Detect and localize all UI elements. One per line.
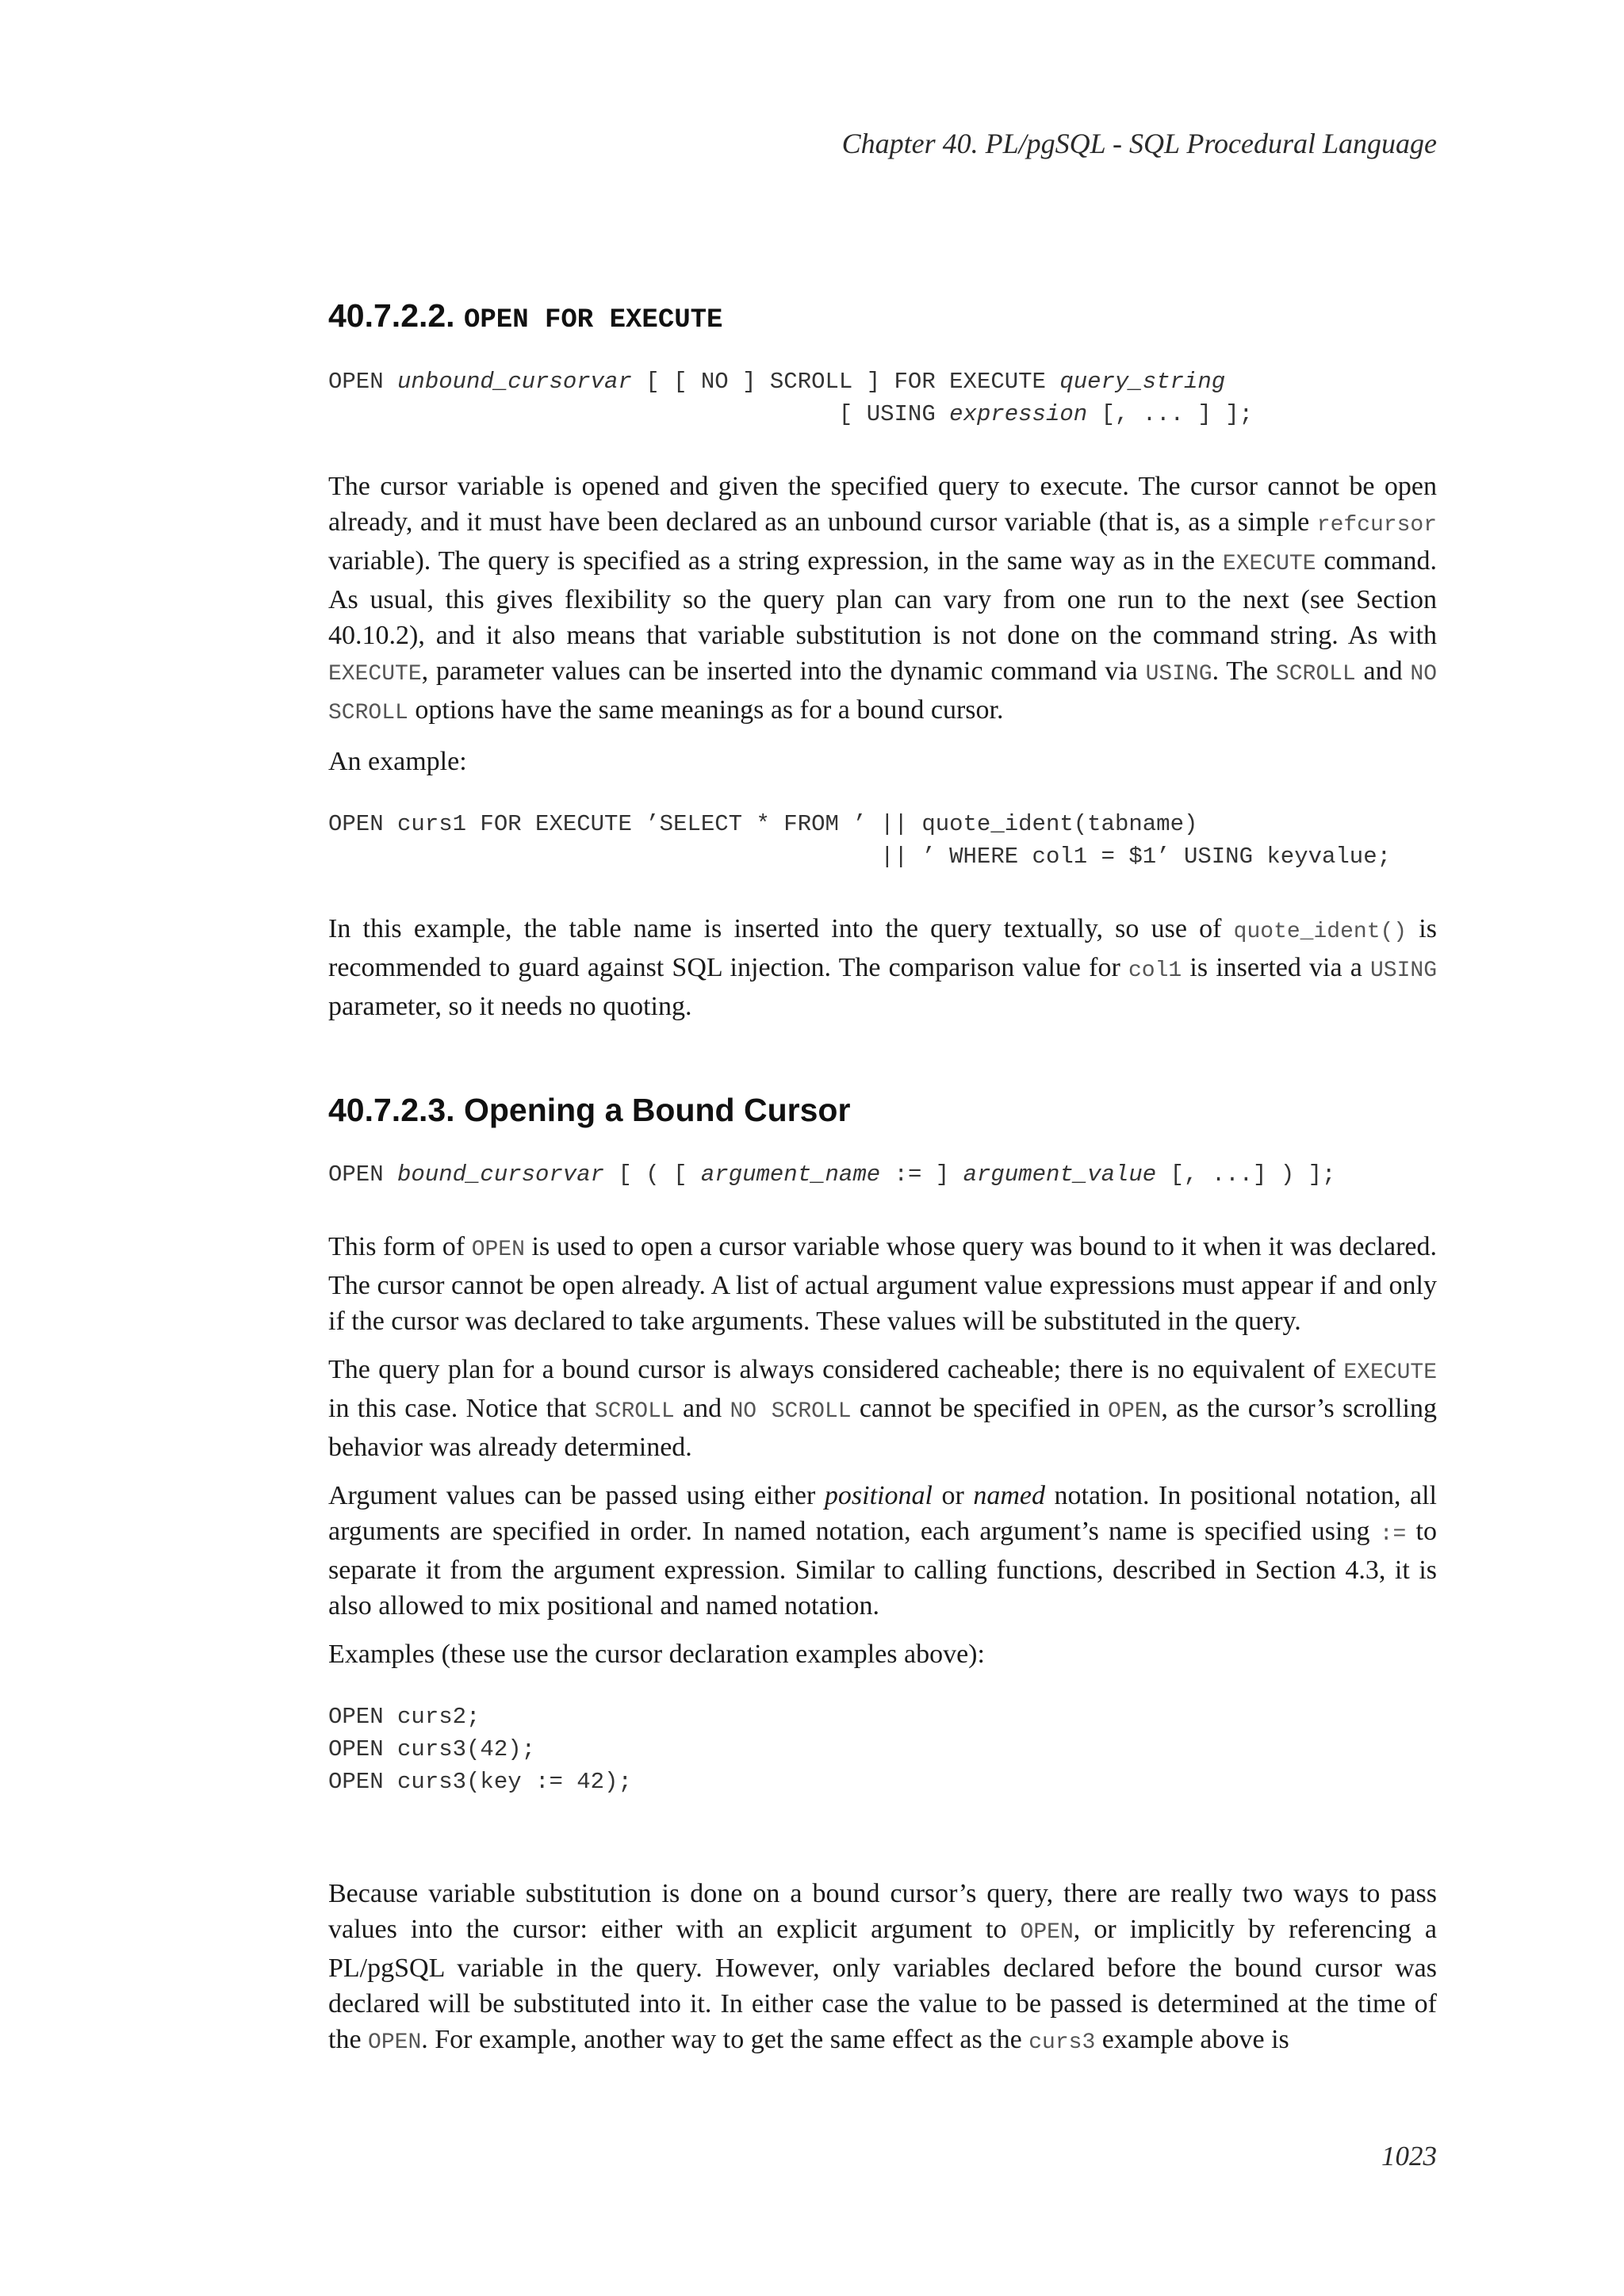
syntax-text: [, ...] ) ];: [1156, 1161, 1336, 1188]
text: , or implicitly by referencing a PL/pgSQL variable in the query. However, only variables declared before the bound cursor was declared will be substituted into it. In either case the value to be passed is determined at the time of the: [328, 1914, 1437, 2054]
section-title-code: OPEN FOR EXECUTE: [463, 305, 723, 335]
syntax-text: := ]: [880, 1161, 963, 1188]
inline-code: OPEN: [368, 2030, 422, 2055]
text: In this example, the table name is inserted into the query textually, so use of: [328, 913, 1234, 943]
text: to separate it from the argument expression. Similar to calling functions, described in Section 4.3, it is also allowed to mix positional and named notation.: [328, 1516, 1437, 1621]
text: is used to open a cursor variable whose query was bound to it when it was declared. The cursor cannot be open already. A list of actual argument value expressions must appear if and only if the cursor was declared to take arguments. These values will be substituted in the query.: [328, 1231, 1437, 1336]
text: example above is: [1095, 2024, 1289, 2054]
paragraph: [328, 469, 1437, 731]
text: , as the cursor’s scrolling behavior was already determined.: [328, 1393, 1438, 1462]
syntax-text: [ ( [: [604, 1161, 701, 1188]
inline-code: NO SCROLL: [328, 661, 1438, 725]
text: is inserted via a: [1182, 952, 1370, 982]
emphasis: positional: [824, 1480, 933, 1510]
paragraph: [328, 1229, 1437, 1339]
text: cannot be specified in: [851, 1393, 1109, 1423]
syntax-text: [, ... ] ];: [1087, 400, 1254, 427]
inline-code: USING: [1370, 958, 1438, 983]
paragraph: [328, 1478, 1437, 1624]
paragraph: [328, 911, 1437, 1024]
text: is recommended to guard against SQL injection. The comparison value for: [328, 913, 1437, 982]
inline-code: :=: [1379, 1521, 1407, 1547]
inline-code: curs3: [1028, 2030, 1096, 2055]
inline-code: OPEN: [1020, 1919, 1074, 1945]
inline-code: col1: [1128, 958, 1182, 983]
text: parameter, so it needs no quoting.: [328, 991, 692, 1021]
syntax-param: argument_name: [700, 1161, 881, 1188]
section-number: 40.7.2.2.: [328, 297, 455, 334]
text: and: [674, 1393, 730, 1423]
syntax-param: argument_value: [963, 1161, 1157, 1188]
syntax-param: query_string: [1059, 368, 1226, 395]
paragraph: An example:: [328, 746, 467, 776]
code-line: OPEN curs3(42);: [328, 1735, 536, 1762]
text: , parameter values can be inserted into the dynamic command via: [421, 656, 1146, 686]
code-line: || ’ WHERE col1 = $1’ USING keyvalue;: [328, 843, 1392, 870]
syntax-open-for-execute: [328, 365, 1437, 430]
syntax-text: [ USING: [328, 400, 950, 427]
page-content: [328, 297, 1437, 2061]
code-example: [328, 808, 1437, 873]
paragraph: [328, 1876, 1437, 2061]
inline-code: quote_ident(): [1233, 919, 1408, 944]
text: Because variable substitution is done on a bound cursor’s query, there are really two ways to pass values into the cursor: either with an explicit argument to: [328, 1878, 1437, 1944]
code-line: OPEN curs3(key := 42);: [328, 1768, 632, 1795]
syntax-param: bound_cursorvar: [397, 1161, 605, 1188]
code-example: [328, 1701, 1437, 1798]
text: The query plan for a bound cursor is always considered cacheable; there is no equivalent of: [328, 1354, 1344, 1384]
text: options have the same meanings as for a bound cursor.: [408, 695, 1004, 725]
syntax-text: OPEN: [328, 1161, 398, 1188]
inline-code: SCROLL: [594, 1399, 675, 1424]
paragraph: Examples (these use the cursor declaration examples above):: [328, 1639, 985, 1669]
paragraph: [328, 1352, 1437, 1465]
section-heading-open-for-execute: [328, 297, 1437, 337]
text: notation. In positional notation, all arguments are specified in order. In named notation, each argument’s name is specified using: [328, 1480, 1438, 1546]
text: or: [932, 1480, 974, 1510]
text: and: [1355, 656, 1411, 686]
text: Argument values can be passed using either: [328, 1480, 825, 1510]
inline-code: refcursor: [1316, 512, 1437, 538]
text: in this case. Notice that: [328, 1393, 595, 1423]
inline-code: NO SCROLL: [730, 1399, 852, 1424]
inline-code: USING: [1145, 661, 1212, 687]
syntax-text: OPEN: [328, 368, 398, 395]
text: command. As usual, this gives flexibility so the query plan can vary from one run to the next (see Section 40.10.2), and it also means that variable substitution is not done on the command string. As with: [328, 545, 1437, 650]
page-number: 1023: [1381, 2141, 1437, 2172]
text: . The: [1212, 656, 1276, 686]
inline-code: EXECUTE: [328, 661, 422, 687]
syntax-param: unbound_cursorvar: [397, 368, 632, 395]
code-line: OPEN curs1 FOR EXECUTE ’SELECT * FROM ’ || quote_ident(tabname): [328, 810, 1198, 837]
inline-code: EXECUTE: [1222, 551, 1316, 576]
text: This form of: [328, 1231, 472, 1261]
syntax-text: [ [ NO ] SCROLL ] FOR EXECUTE: [631, 368, 1060, 395]
syntax-open-bound-cursor: [328, 1158, 1437, 1191]
inline-code: EXECUTE: [1343, 1360, 1437, 1385]
text: The cursor variable is opened and given the specified query to execute. The cursor cannot be open already, and it must have been declared as an unbound cursor variable (that is, as a simple: [328, 471, 1437, 537]
syntax-param: expression: [949, 400, 1088, 427]
text: variable). The query is specified as a string expression, in the same way as in the: [328, 545, 1223, 576]
code-line: OPEN curs2;: [328, 1703, 481, 1730]
section-heading-opening-bound-cursor: 40.7.2.3. Opening a Bound Cursor: [328, 1091, 851, 1128]
text: . For example, another way to get the same effect as the: [421, 2024, 1029, 2054]
inline-code: OPEN: [471, 1237, 525, 1262]
emphasis: named: [973, 1480, 1046, 1510]
inline-code: SCROLL: [1275, 661, 1356, 687]
running-header: Chapter 40. PL/pgSQL - SQL Procedural Language: [841, 128, 1437, 159]
inline-code: OPEN: [1108, 1399, 1162, 1424]
